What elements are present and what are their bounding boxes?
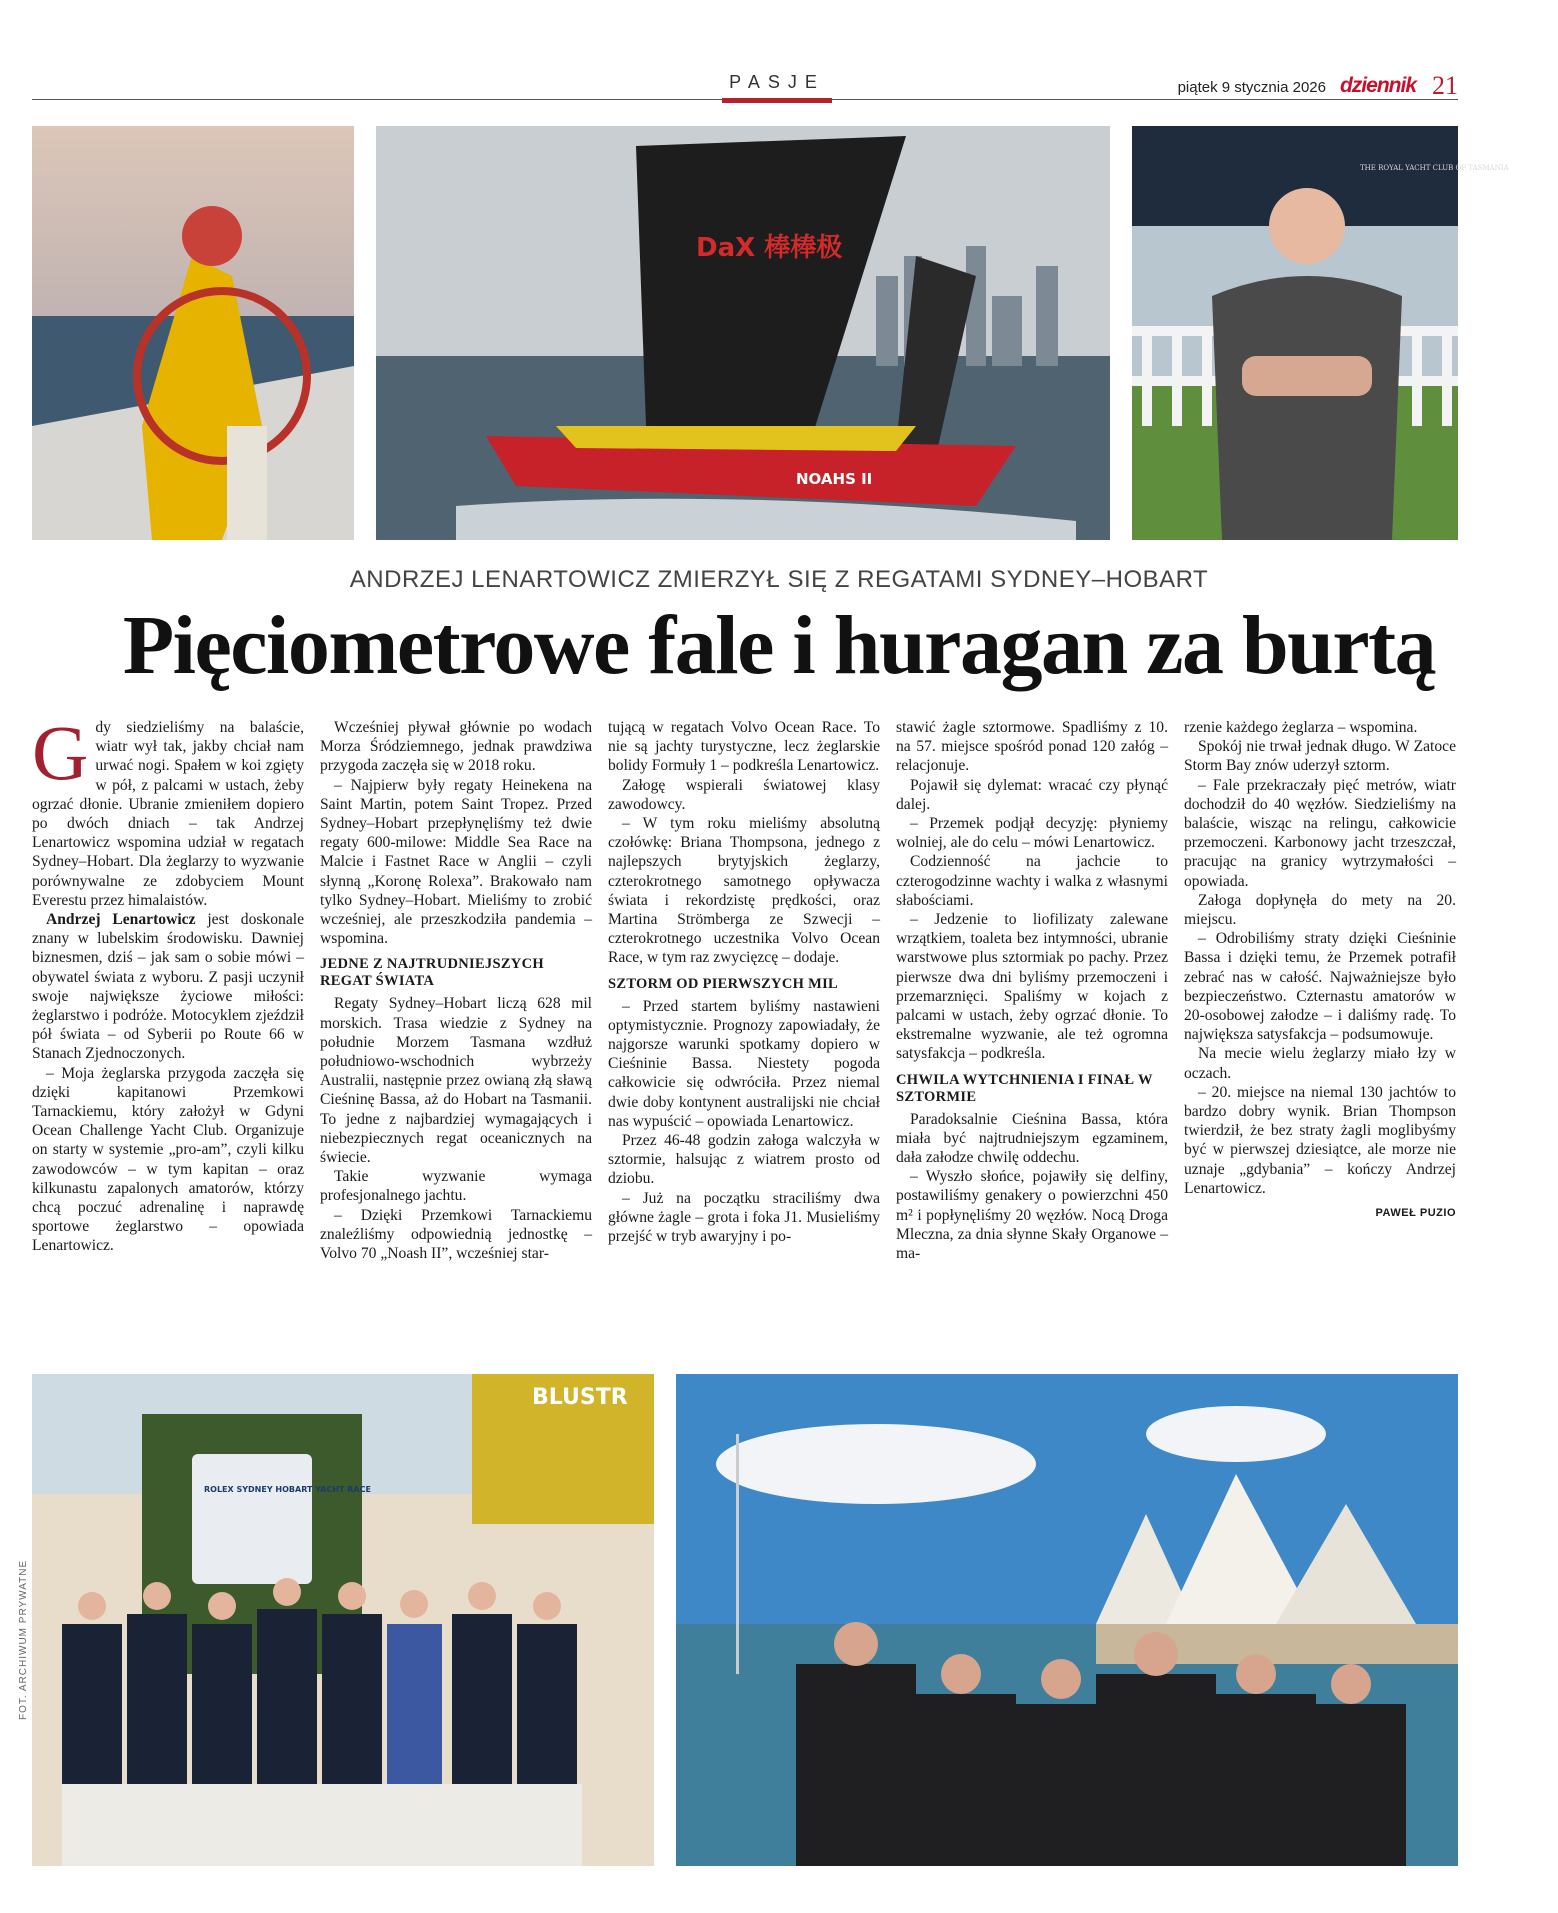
article-column-3 — [608, 718, 880, 1246]
sail-brand-text: DaX 棒棒极 — [696, 233, 843, 263]
article-title: Pięciometrowe fale i huragan za burtą — [122, 599, 1436, 692]
photo-credit: FOT. ARCHIWUM PRYWATNE — [18, 1559, 29, 1720]
paragraph: – Najpierw były regaty Heinekena na Saint Martin, potem Saint Tropez. Przed Sydney–Hobart przepłynęliśmy też dwie regaty 600-milowe: Middle Sea Race na Malcie i Fastnet Race w Anglii – czyli słynną „Koronę Rolexa”. Brakowało nam tylko Sydney–Hobart. Mieliśmy to zrobić wcześniej, ale przeszkodziła pandemia – wspomina. — [320, 776, 592, 948]
hull-name-text: NOAHS II — [796, 470, 873, 488]
article-column-2 — [320, 718, 592, 1263]
photo-crew-gala — [32, 1374, 654, 1866]
subheading: SZTORM OD PIERWSZYCH MIL — [608, 975, 838, 992]
paragraph: – Przemek podjął decyzję: płyniemy wolniej, ale do celu – mówi Lenartowicz. — [896, 815, 1168, 852]
paragraph: Codzienność na jachcie to czterogodzinne wachty i walka z własnymi słabościami. — [896, 853, 1168, 909]
paragraph: Andrzej Lenartowicz jest doskonale znany w lubelskim środowisku. Dawniej biznesmen, dziś – jak sam o sobie mówi – obywatel świata z wyboru. Z pasji uczynił swoje największe życiowe miłości: żeglarstwo i podróże. Motocyklem zjeździł pół świata – od Syberii po Route 66 w Stanach Zjednoczonych. — [32, 911, 304, 1063]
paragraph: – 20. miejsce na niemal 130 jachtów to bardzo dobry wynik. Brian Thompson twierdził, że bez straty żagli moglibyśmy być w pierwszej dziesiątce, ale morze nie uznaje „gdybania” – kończy Andrzej Lenartowicz. — [1184, 1083, 1456, 1197]
article-column-1 — [32, 709, 304, 1256]
paragraph: – Odrobiliśmy straty dzięki Cieśninie Bassa i dzięki temu, że Przemek potrafił zebrać nas w całość. Najważniejsze było bezpieczeństwo. Czternastu amatorów w 20-osobowej załodze – i daliśmy radę. To największa satysfakcja – podsumowuje. — [1184, 930, 1456, 1044]
paragraph: tującą w regatach Volvo Ocean Race. To nie są jachty turystyczne, lecz żeglarskie bolidy Formuły 1 – podkreśla Lenartowicz. — [608, 719, 880, 775]
photo-crew-opera-house — [676, 1374, 1458, 1866]
paragraph: Gdy siedzieliśmy na balaście, wiatr wył tak, jakby chciał nam urwać nogi. Spałem w koi zgięty w pół, z palcami w ustach, żeby ogrzać dłonie. Ubranie zmieniłem dopiero po dwóch dniach – tak Andrzej Lenartowicz wspomina udział w regatach Sydney–Hobart. Dla żeglarzy to wyzwanie porównywalne ze zdobyciem Mount Everestu przez himalaistów. — [32, 709, 304, 909]
author-byline: PAWEŁ PUZIO — [1375, 1207, 1456, 1220]
subheading: JEDNE Z NAJTRUDNIEJSZYCH REGAT ŚWIATA — [320, 956, 544, 990]
yacht-club-text: THE ROYAL YACHT CLUB OF TASMANIA — [1360, 164, 1509, 172]
paragraph: Takie wyzwanie wymaga profesjonalnego jachtu. — [320, 1168, 592, 1205]
photo-sailor-portrait — [1132, 126, 1509, 540]
paragraph: stawić żagle sztormowe. Spadliśmy z 10. na 57. miejsce spośród ponad 120 załóg – relacjonuje. — [896, 719, 1168, 775]
paragraph: Regaty Sydney–Hobart liczą 628 mil morskich. Trasa wiedzie z Sydney na południe Morzem Tasmana wzdłuż południowo-wschodnich wybrzeży Australii, następnie przez owianą złą sławą Cieśninę Bassa, aż do Hobart na Tasmanii. To jedne z najbardziej wymagających i niebezpiecznych regat oceanicznych na świecie. — [320, 995, 592, 1167]
paragraph: – Fale przekraczały pięć metrów, wiatr dochodził do 40 węzłów. Siedzieliśmy na balaście, wisząc na relingu, całkowicie przemoczeni. Karbonowy jacht trzeszczał, pracując na granicy wytrzymałości – opowiada. — [1184, 776, 1456, 890]
section-underline — [722, 98, 832, 103]
paragraph: Paradoksalnie Cieśnina Bassa, która miała być najtrudniejszym egzaminem, dała załodze chwilę oddechu. — [896, 1110, 1168, 1167]
paragraph: – Jedzenie to liofilizaty zalewane wrzątkiem, toaleta bez intymności, ubranie warstwowe plus sztormiak po pachy. Przez pierwsze dwa dni byliśmy przemoczeni i przemarznięci. Spaliśmy w kojach z palcami w ustach, żeby ogrzać dłonie. To ekstremalne wyzwanie, ale też ogromna satysfakcja – podkreśla. — [896, 911, 1168, 1063]
article-column-5 — [1184, 718, 1456, 1223]
article-kicker: ANDRZEJ LENARTOWICZ ZMIERZYŁ SIĘ Z REGATAMI SYDNEY–HOBART — [349, 566, 1209, 593]
page-header — [32, 72, 1458, 108]
photo-yacht-racing — [376, 126, 1110, 540]
paragraph: Pojawił się dylemat: wracać czy płynąć dalej. — [896, 776, 1168, 813]
paragraph: – W tym roku mieliśmy absolutną czołówkę: Briana Thompsona, jednego z najlepszych brytyjskich żeglarzy, czterokrotnego samotnego opływacza świata i rekordzistę prędkości, oraz Martina Strömberga ze Szwecji – czterokrotnego uczestnika Volvo Ocean Race, w tym raz zwycięzcę – dodaje. — [608, 815, 880, 967]
section-label: PASJE — [722, 72, 832, 93]
photo-helmsman — [32, 126, 354, 540]
paragraph: Przez 46-48 godzin załoga walczyła w sztormie, halsując z wiatrem prosto od dziobu. — [608, 1132, 880, 1188]
paragraph: – Moja żeglarska przygoda zaczęła się dzięki kapitanowi Przemkowi Tarnackiemu, który założył w Gdyni Ocean Challenge Yacht Club. Organizuje on starty w systemie „pro-am”, czyli kilku zawodowców – w tym kapitan – oraz kilkunastu zapalonych amatorów, którzy chcą poczuć adrenalinę i naprawdę sportowe żeglarstwo – opowiada Lenartowicz. — [32, 1064, 304, 1255]
paragraph: – Przed startem byliśmy nastawieni optymistycznie. Prognozy zapowiadały, że najgorsze warunki spotkamy dopiero w Cieśninie Bassa. Niestety pogoda całkowicie się odwróciła. Przez niemal dwie doby kontynent australijski nie chciał nas wypuścić – opowiada Lenartowicz. — [608, 997, 880, 1130]
paragraph: Na mecie wielu żeglarzy miało łzy w oczach. — [1184, 1045, 1456, 1082]
paragraph: Wcześniej pływał głównie po wodach Morza Śródziemnego, jednak prawdziwa przygoda zaczęła się w 2018 roku. — [320, 719, 592, 775]
paragraph: Spokój nie trwał jednak długo. W Zatoce Storm Bay znów uderzył sztorm. — [1184, 738, 1456, 775]
paragraph: rzenie każdego żeglarza – wspomina. — [1184, 719, 1418, 736]
issue-date: piątek 9 stycznia 2026 — [1177, 79, 1326, 96]
page-number: 21 — [1432, 71, 1458, 100]
paragraph: – Dzięki Przemkowi Tarnackiemu znaleźliśmy odpowiednią jednostkę – Volvo 70 „Noash II”, wcześniej star- — [320, 1206, 592, 1263]
paragraph: Załogę wspierali światowej klasy zawodowcy. — [608, 776, 880, 813]
newspaper-logo: dziennik — [1339, 74, 1416, 97]
paragraph: – Wyszło słońce, pojawiły się delfiny, postawiliśmy genakery o powierzchni 450 m² i popłynęliśmy 20 węzłów. Nocą Droga Mleczna, za dnia słynne Skały Organowe – ma- — [896, 1168, 1168, 1263]
rolex-sign-text: ROLEX SYDNEY HOBART YACHT RACE — [204, 1485, 371, 1494]
drop-cap: G — [32, 709, 89, 796]
subheading: CHWILA WYTCHNIENIA I FINAŁ W SZTORMIE — [896, 1071, 1153, 1105]
article-column-4 — [896, 718, 1168, 1263]
banner-text: BLUSTR — [532, 1385, 628, 1410]
subject-name: Andrzej Lenartowicz — [46, 911, 196, 929]
paragraph: – Już na początku straciliśmy dwa główne żagle – grota i foka J1. Musieliśmy przejść w tryb awaryjny i po- — [608, 1189, 880, 1246]
paragraph: Załoga dopłynęła do mety na 20. miejscu. — [1184, 891, 1456, 929]
